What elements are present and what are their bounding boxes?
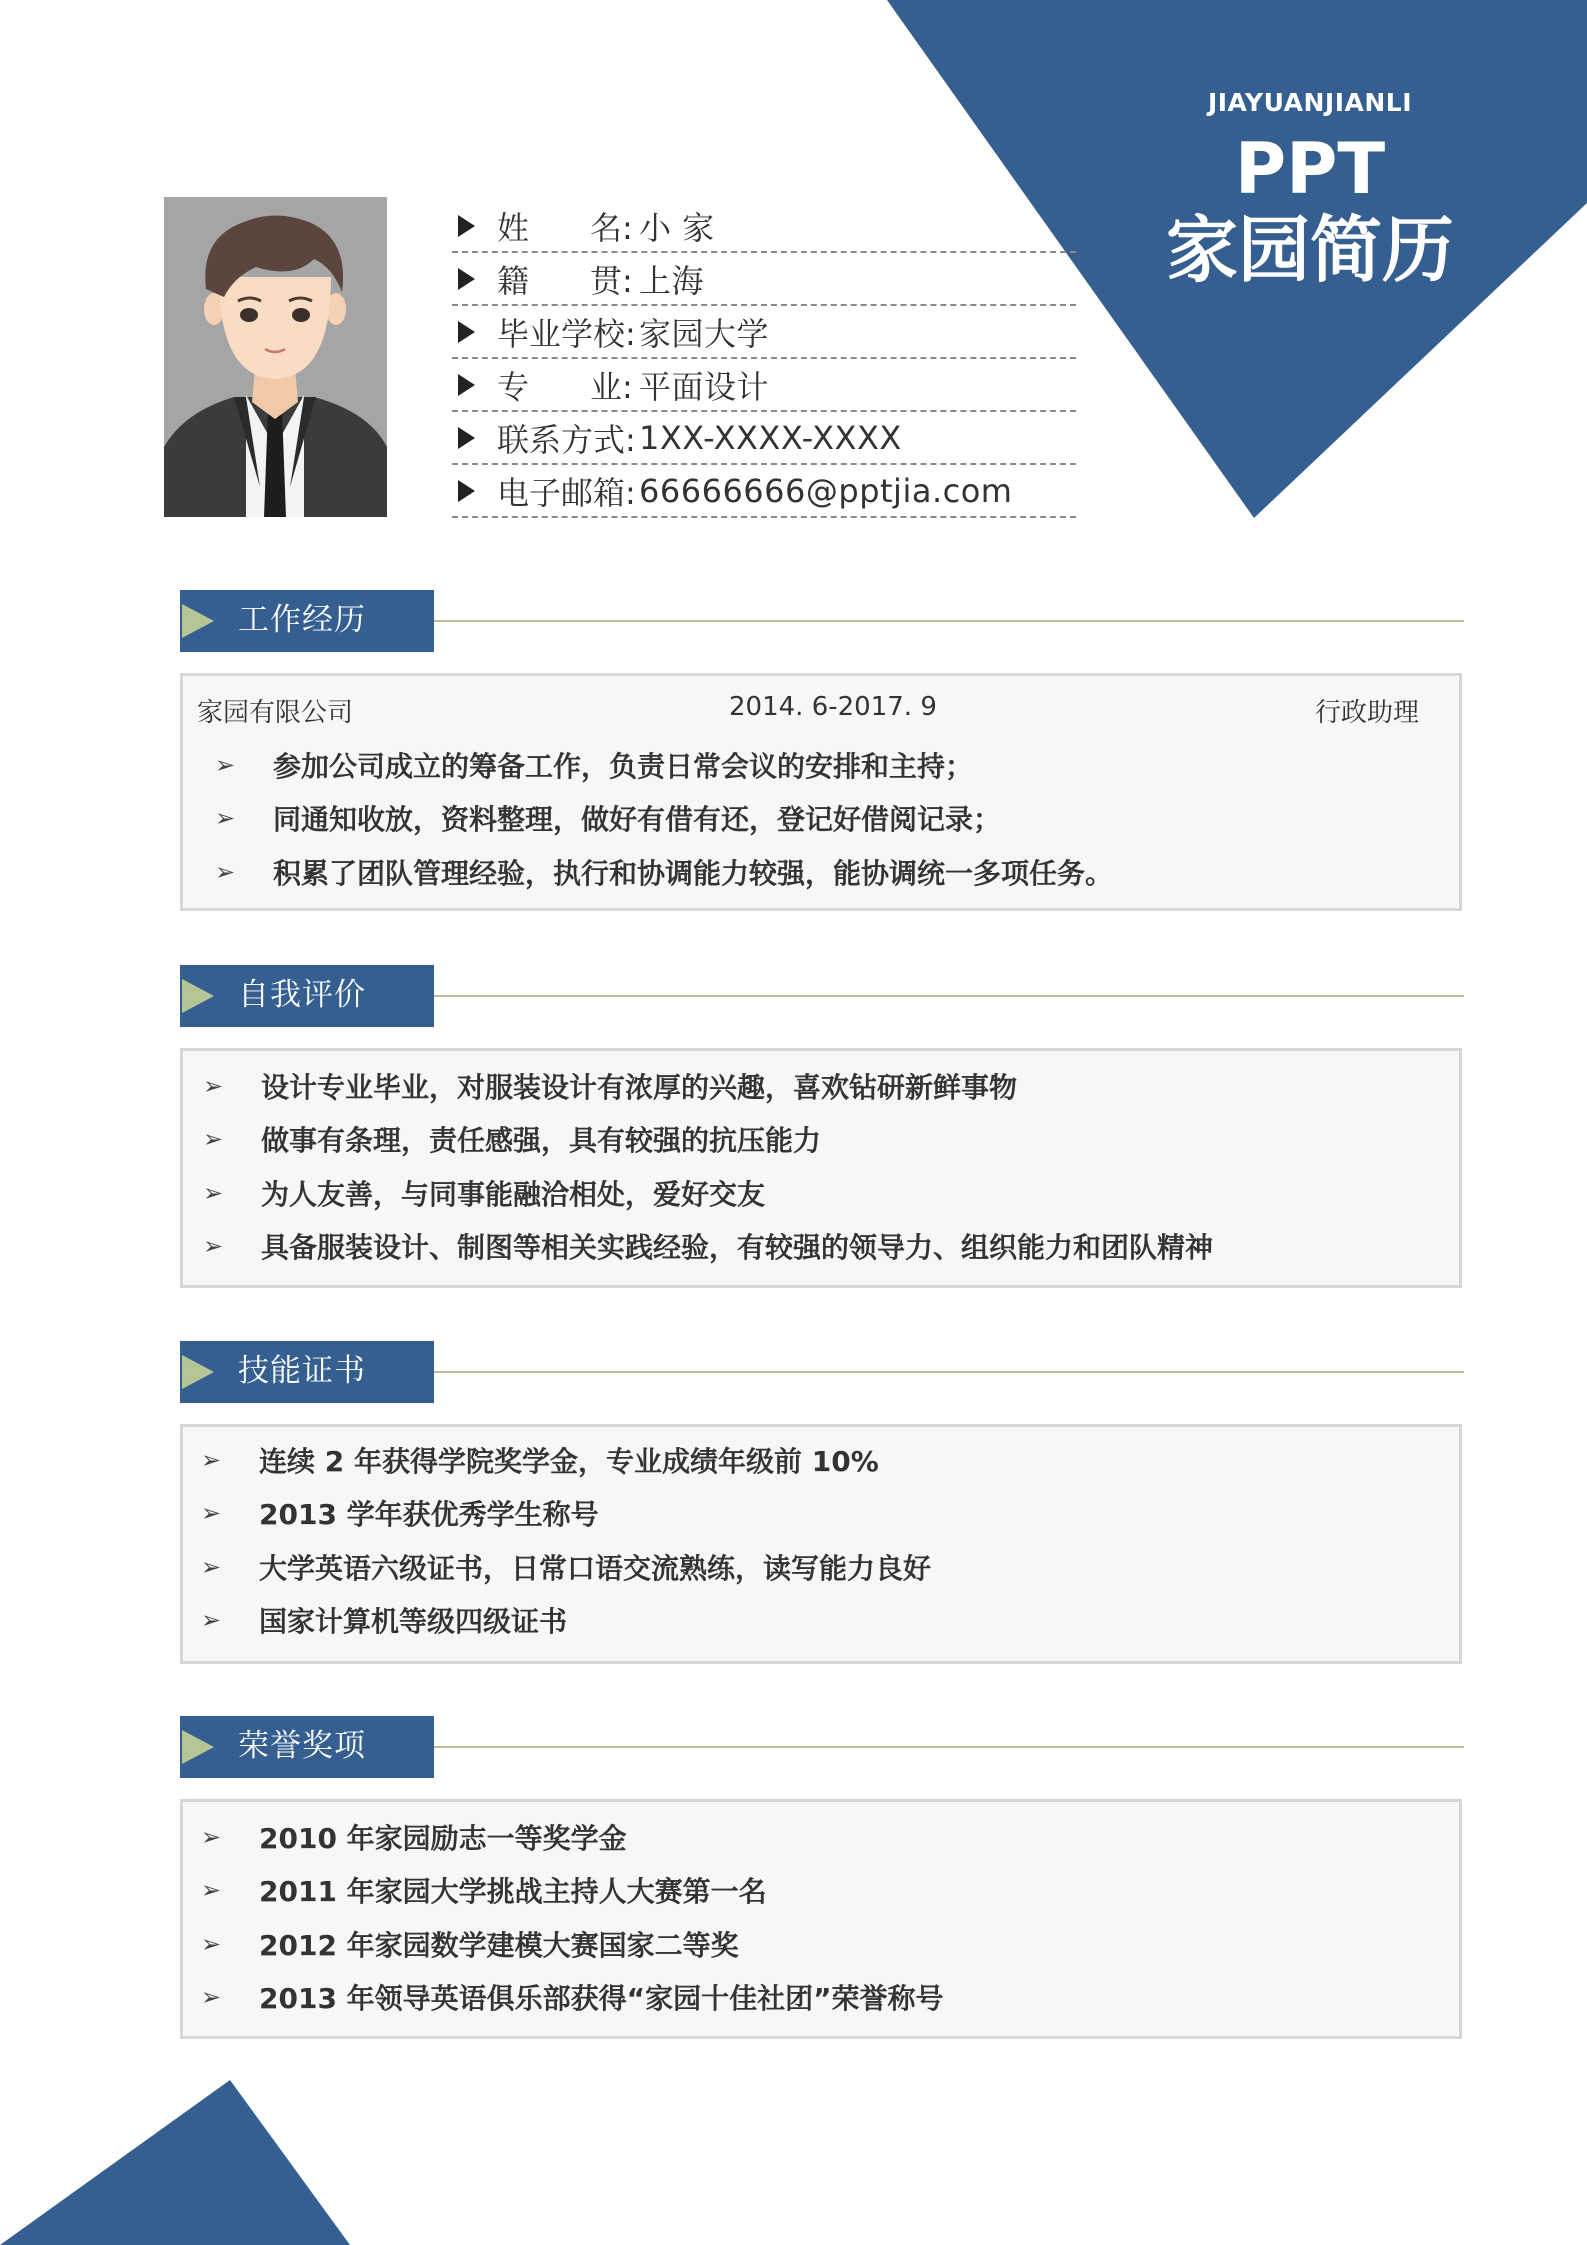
list-item <box>183 1433 1459 1487</box>
arrow-bullet-icon: ➢ <box>201 1606 222 1635</box>
section-title: 自我评价 <box>238 977 366 1013</box>
work-experience-box <box>180 673 1462 911</box>
triangle-bullet-icon <box>458 427 475 449</box>
triangle-bullet-icon <box>458 374 475 396</box>
list-item <box>183 792 1459 846</box>
section-tab <box>180 1716 434 1778</box>
honors-bullet-list <box>183 1810 1459 2024</box>
job-role: 行政助理 <box>1314 698 1419 728</box>
profile-value: 上海 <box>639 261 705 300</box>
profile-value: 1XX-XXXX-XXXX <box>639 418 902 457</box>
arrow-bullet-icon: ➢ <box>201 1876 222 1905</box>
skills-box <box>180 1424 1462 1664</box>
list-item <box>183 1810 1459 1864</box>
arrow-bullet-icon: ➢ <box>215 750 236 779</box>
section-header-honors <box>180 1716 1464 1778</box>
section-header-work <box>180 590 1464 652</box>
list-item <box>183 1917 1459 1971</box>
list-item-text: 2012 年家园数学建模大赛国家二等奖 <box>259 1928 739 1962</box>
self-eval-bullet-list <box>183 1059 1459 1273</box>
list-item-text: 2010 年家园励志一等奖学金 <box>259 1821 627 1855</box>
arrow-bullet-icon: ➢ <box>201 1552 222 1581</box>
section-title: 荣誉奖项 <box>238 1728 366 1764</box>
section-divider <box>434 620 1464 622</box>
self-eval-box <box>180 1048 1462 1288</box>
list-item-text: 连续 2 年获得学院奖学金，专业成绩年级前 10% <box>259 1444 879 1478</box>
list-item <box>183 1864 1459 1918</box>
avatar-illustration-icon <box>164 197 387 517</box>
brand-subtitle: JIAYUANJIANLI <box>1207 88 1413 117</box>
list-item-text: 2013 学年获优秀学生称号 <box>259 1498 599 1532</box>
list-item <box>183 1540 1459 1594</box>
triangle-bullet-icon <box>458 215 475 237</box>
list-item-text: 2013 年领导英语俱乐部获得“家园十佳社团”荣誉称号 <box>259 1982 944 2016</box>
job-company: 家园有限公司 <box>197 698 354 728</box>
arrow-bullet-icon: ➢ <box>201 1983 222 2012</box>
brand-ppt: PPT <box>1234 128 1386 210</box>
section-tab <box>180 965 434 1027</box>
profile-value: 小 家 <box>639 208 715 247</box>
list-item-text: 具备服装设计、制图等相关实践经验，有较强的领导力、组织能力和团队精神 <box>261 1231 1214 1265</box>
section-divider <box>434 1371 1464 1373</box>
list-item <box>183 1971 1459 2025</box>
section-arrow-icon <box>182 979 214 1013</box>
profile-label: 联系方式: <box>497 420 636 459</box>
section-arrow-icon <box>182 1730 214 1764</box>
profile-label: 电子邮箱: <box>497 473 636 512</box>
honors-box <box>180 1799 1462 2039</box>
list-item-text: 参加公司成立的筹备工作，负责日常会议的安排和主持； <box>273 749 974 783</box>
profile-info-list <box>452 200 1076 518</box>
list-item <box>183 1113 1459 1167</box>
list-item <box>183 1594 1459 1648</box>
arrow-bullet-icon: ➢ <box>203 1178 224 1207</box>
profile-label: 毕业学校: <box>497 314 636 353</box>
job-date: 2014. 6-2017. 9 <box>729 692 937 722</box>
section-title: 技能证书 <box>238 1353 366 1389</box>
list-item-text: 同通知收放，资料整理，做好有借有还，登记好借阅记录； <box>273 803 1002 837</box>
profile-row-phone <box>452 412 1076 465</box>
section-tab <box>180 590 434 652</box>
bottom-left-triangle-decoration <box>0 2070 360 2245</box>
list-item-text: 做事有条理，责任感强，具有较强的抗压能力 <box>261 1124 822 1158</box>
list-item-text: 2011 年家园大学挑战主持人大赛第一名 <box>259 1875 767 1909</box>
list-item <box>183 845 1459 899</box>
arrow-bullet-icon: ➢ <box>201 1445 222 1474</box>
section-tab <box>180 1341 434 1403</box>
section-arrow-icon <box>182 1355 214 1389</box>
list-item-text: 大学英语六级证书，日常口语交流熟练，读写能力良好 <box>259 1551 932 1585</box>
triangle-bullet-icon <box>458 480 475 502</box>
list-item <box>183 1220 1459 1274</box>
section-divider <box>434 995 1464 997</box>
profile-row-school <box>452 306 1076 359</box>
list-item <box>183 738 1459 792</box>
profile-label: 专 业: <box>497 367 633 406</box>
skills-bullet-list <box>183 1433 1459 1647</box>
work-bullet-list <box>183 738 1459 899</box>
avatar <box>164 197 387 517</box>
list-item <box>183 1487 1459 1541</box>
arrow-bullet-icon: ➢ <box>203 1071 224 1100</box>
arrow-bullet-icon: ➢ <box>203 1125 224 1154</box>
list-item <box>183 1059 1459 1113</box>
profile-label: 姓 名: <box>497 208 633 247</box>
section-header-skills <box>180 1341 1464 1403</box>
profile-row-major <box>452 359 1076 412</box>
list-item <box>183 1166 1459 1220</box>
section-divider <box>434 1746 1464 1748</box>
arrow-bullet-icon: ➢ <box>201 1929 222 1958</box>
list-item-text: 为人友善，与同事能融洽相处，爱好交友 <box>261 1177 766 1211</box>
profile-value: 家园大学 <box>639 314 770 353</box>
arrow-bullet-icon: ➢ <box>215 804 236 833</box>
profile-value: 66666666@pptjia.com <box>639 471 1013 510</box>
triangle-bullet-icon <box>458 268 475 290</box>
profile-row-hometown <box>452 253 1076 306</box>
job-header <box>197 692 1419 732</box>
profile-value: 平面设计 <box>639 367 770 406</box>
section-arrow-icon <box>182 604 214 638</box>
profile-row-email <box>452 465 1076 518</box>
section-header-self-eval <box>180 965 1464 1027</box>
section-title: 工作经历 <box>238 602 366 638</box>
list-item-text: 设计专业毕业，对服装设计有浓厚的兴趣，喜欢钻研新鲜事物 <box>261 1070 1018 1104</box>
profile-row-name <box>452 200 1076 253</box>
brand-title: 家园简历 <box>1165 208 1454 292</box>
profile-label: 籍 贯: <box>497 261 633 300</box>
arrow-bullet-icon: ➢ <box>201 1499 222 1528</box>
triangle-bullet-icon <box>458 321 475 343</box>
arrow-bullet-icon: ➢ <box>215 857 236 886</box>
arrow-bullet-icon: ➢ <box>201 1822 222 1851</box>
arrow-bullet-icon: ➢ <box>203 1232 224 1261</box>
list-item-text: 积累了团队管理经验，执行和协调能力较强，能协调统一多项任务。 <box>273 856 1114 890</box>
list-item-text: 国家计算机等级四级证书 <box>259 1605 568 1639</box>
